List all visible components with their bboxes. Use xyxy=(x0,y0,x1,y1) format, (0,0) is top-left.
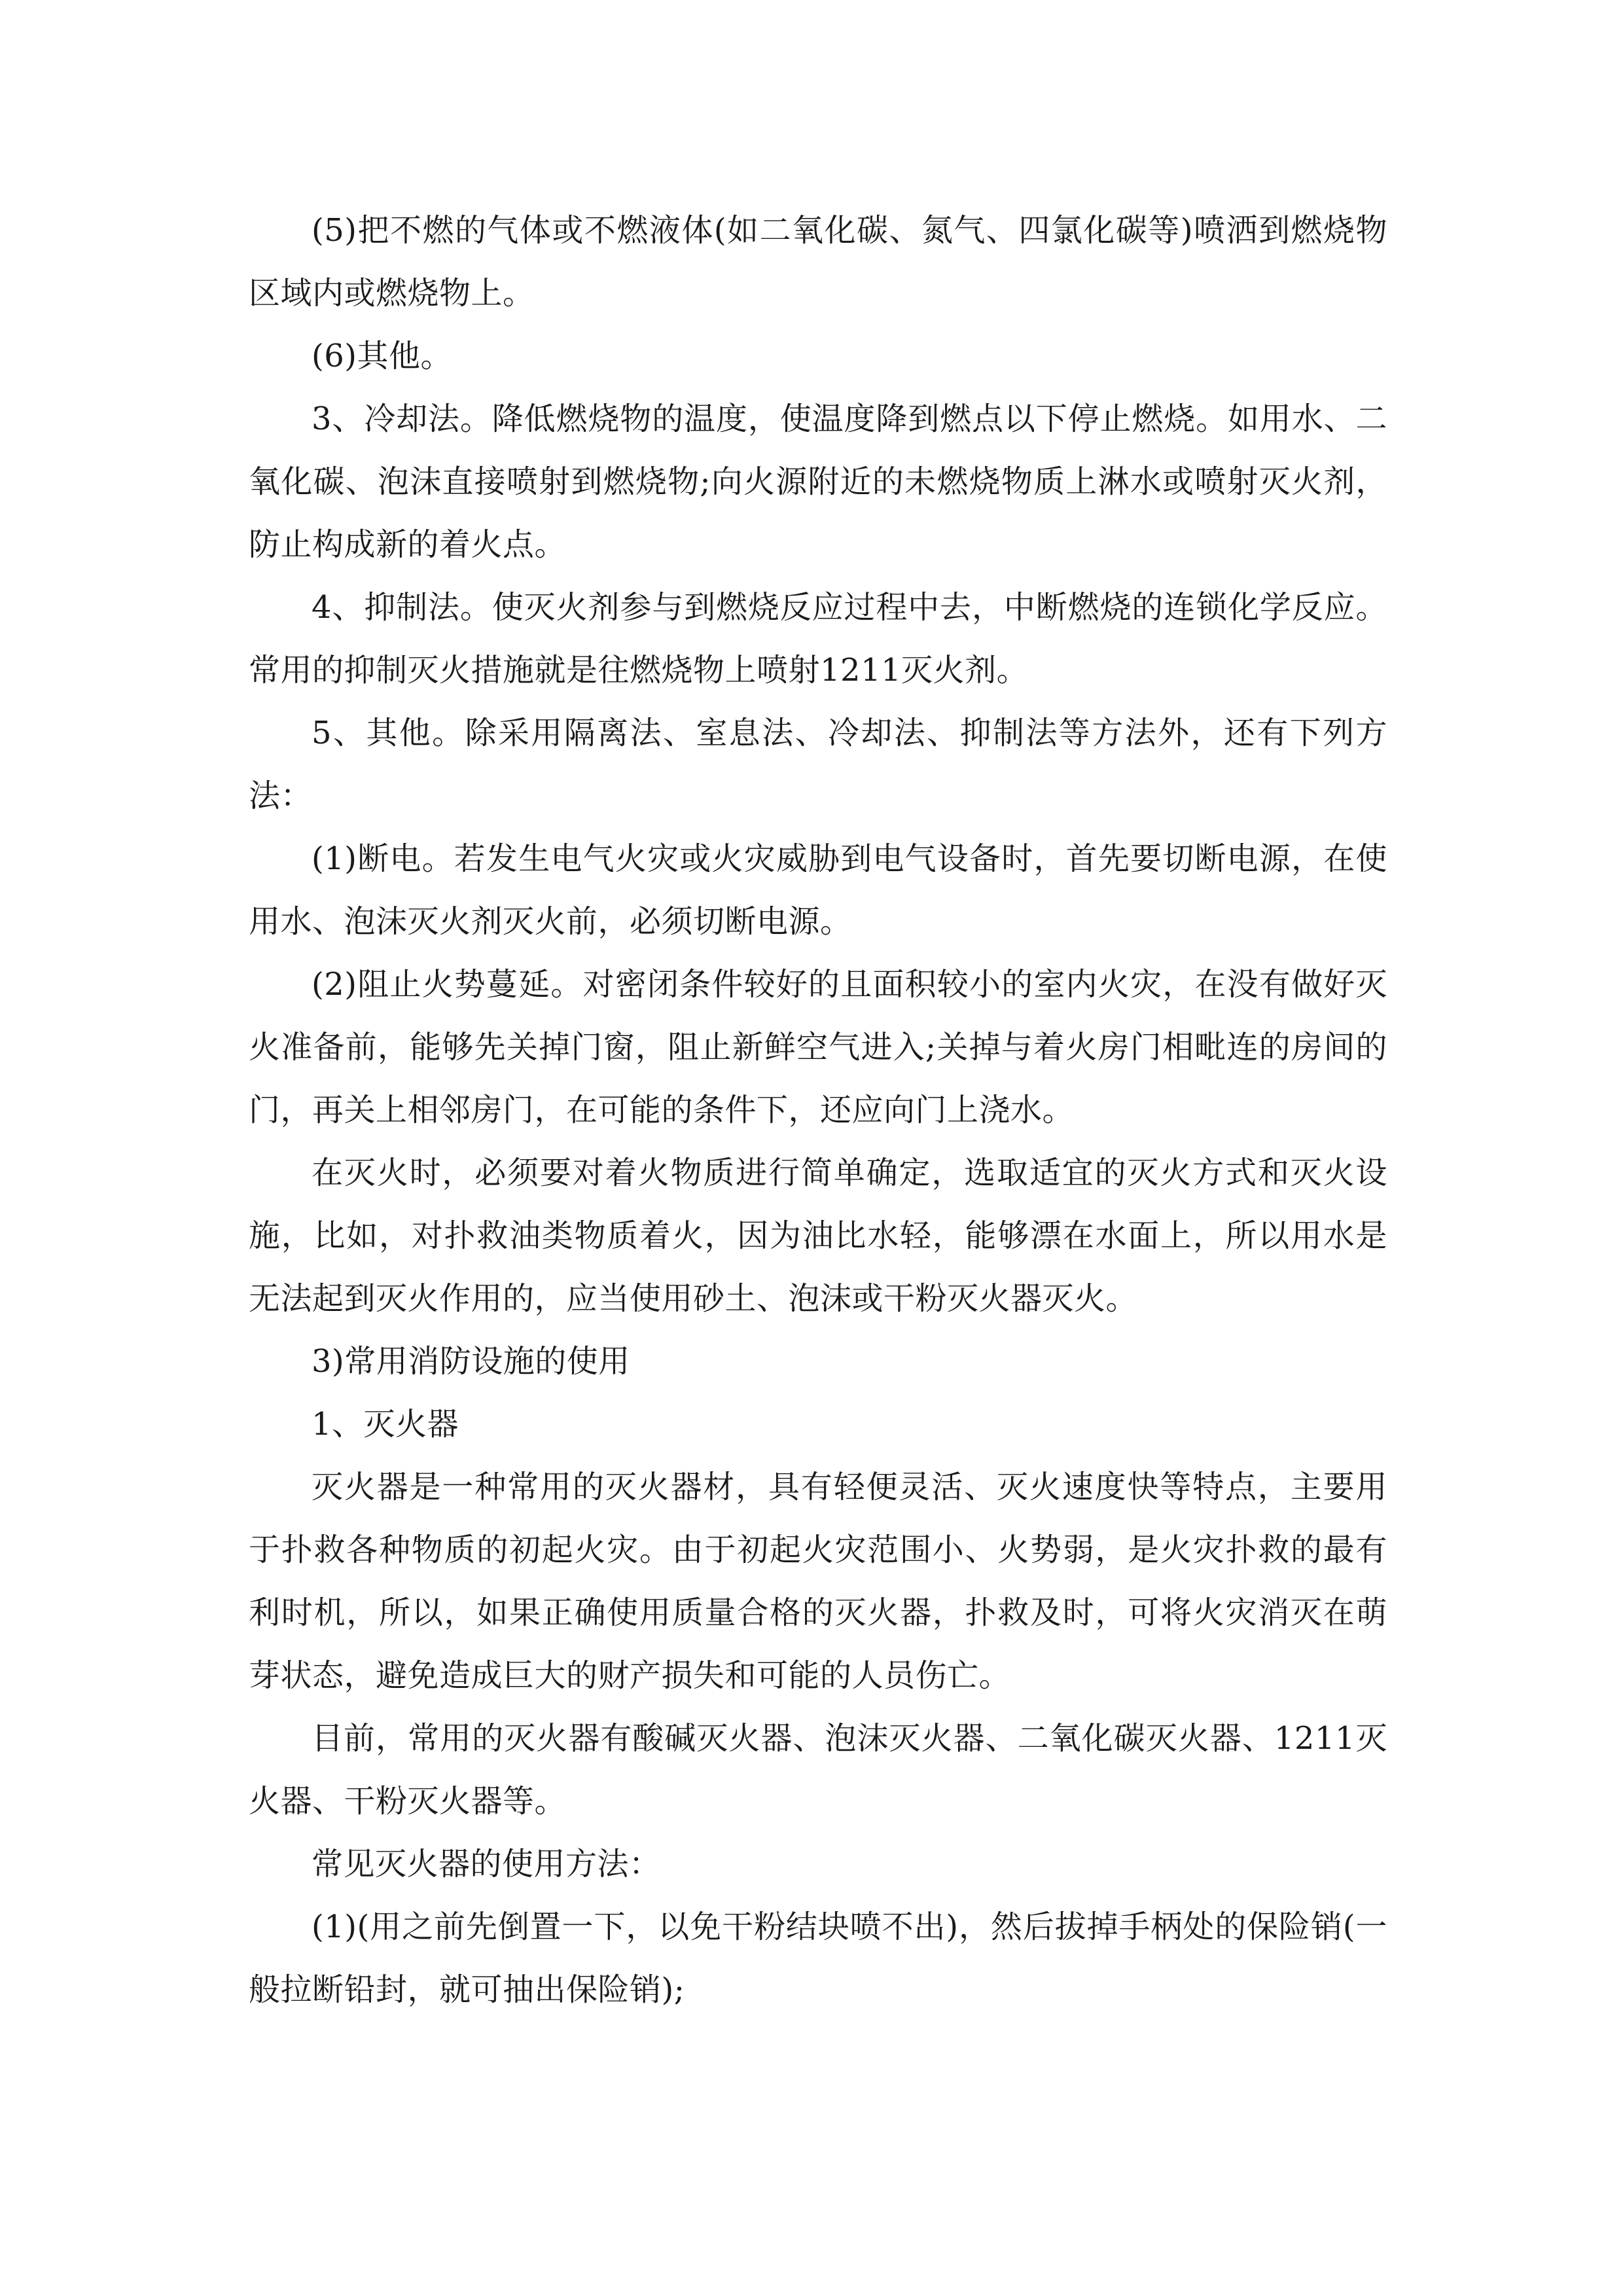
paragraph-usage-step-1: (1)(用之前先倒置一下，以免干粉结块喷不出)，然后拔掉手柄处的保险销(一般拉断铅封，就可抽出保险销); xyxy=(249,1909,1387,2008)
paragraph-stop-spread: (2)阻止火势蔓延。对密闭条件较好的且面积较小的室内火灾，在没有做好灭火准备前，能够先关掉门窗，阻止新鲜空气进入;关掉与着火房门相毗连的房间的门，再关上相邻房门，在可能的条件下，还应向门上浇水。 xyxy=(249,966,1387,1128)
section-heading-facilities: 3)常用消防设施的使用 xyxy=(312,1343,630,1380)
paragraph-extinguishing-note: 在灭火时，必须要对着火物质进行简单确定，选取适宜的灭火方式和灭火设施，比如，对扑救油类物质着火，因为油比水轻，能够漂在水面上，所以用水是无法起到灭火作用的，应当使用砂土、泡沫或干粉灭火器灭火。 xyxy=(249,1155,1387,1317)
paragraph-other-methods: 5、其他。除采用隔离法、室息法、冷却法、抑制法等方法外，还有下列方法： xyxy=(249,715,1387,814)
subheading-extinguisher: 1、灭火器 xyxy=(312,1406,459,1443)
paragraph-suppression-method: 4、抑制法。使灭火剂参与到燃烧反应过程中去，中断燃烧的连锁化学反应。常用的抑制灭火措施就是往燃烧物上喷射1211灭火剂。 xyxy=(249,589,1387,689)
paragraph-isolation-item-6: (6)其他。 xyxy=(312,338,452,374)
paragraph-isolation-item-5: (5)把不燃的气体或不燃液体(如二氧化碳、氮气、四氯化碳等)喷洒到燃烧物区域内或燃烧物上。 xyxy=(249,212,1387,312)
paragraph-cooling-method: 3、冷却法。降低燃烧物的温度，使温度降到燃点以下停止燃烧。如用水、二氧化碳、泡沫直接喷射到燃烧物;向火源附近的未燃烧物质上淋水或喷射灭火剂，防止构成新的着火点。 xyxy=(249,401,1387,563)
paragraph-extinguisher-intro: 灭火器是一种常用的灭火器材，具有轻便灵活、灭火速度快等特点，主要用于扑救各种物质的初起火灾。由于初起火灾范围小、火势弱，是火灾扑救的最有利时机，所以，如果正确使用质量合格的灭火器，扑救及时，可将火灾消灭在萌芽状态，避免造成巨大的财产损失和可能的人员伤亡。 xyxy=(249,1469,1387,1694)
paragraph-power-off: (1)断电。若发生电气火灾或火灾威胁到电气设备时，首先要切断电源，在使用水、泡沫灭火剂灭火前，必须切断电源。 xyxy=(249,840,1387,940)
paragraph-usage-heading: 常见灭火器的使用方法： xyxy=(312,1846,661,1882)
document-body xyxy=(249,199,1387,2021)
paragraph-extinguisher-types: 目前，常用的灭火器有酸碱灭火器、泡沫灭火器、二氧化碳灭火器、1211灭火器、干粉灭火器等。 xyxy=(249,1720,1387,1820)
